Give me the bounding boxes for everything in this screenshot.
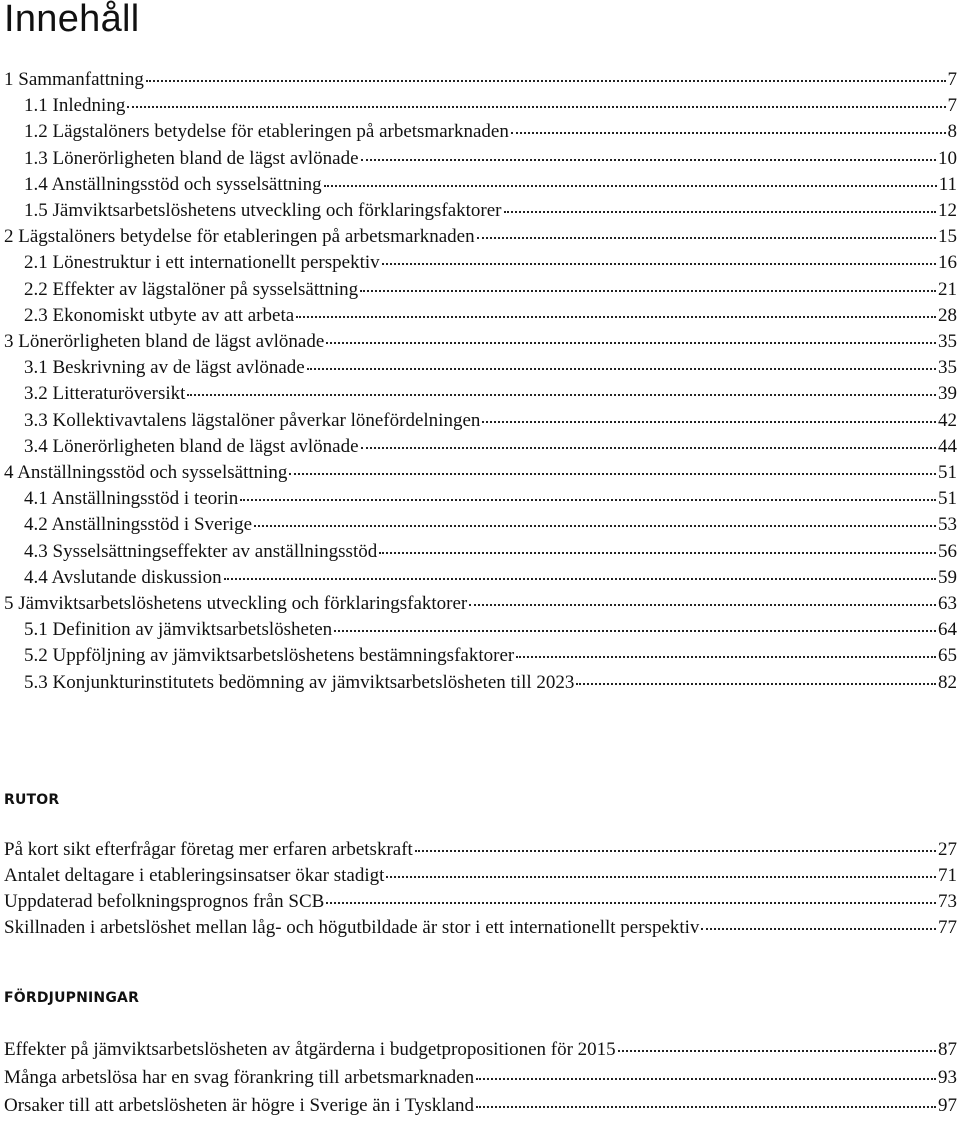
toc-entry-label: 5.2 Uppföljning av jämviktsarbetslöshetens bestämningsfaktorer (24, 645, 515, 667)
toc-entry-page-number: 82 (938, 671, 957, 693)
dot-leader (701, 927, 936, 930)
dot-leader (576, 682, 936, 685)
dot-leader (386, 875, 936, 878)
rutor-entry[interactable] (4, 890, 957, 914)
toc-entry-page-number: 65 (938, 645, 957, 667)
toc-chapter-entry[interactable] (4, 330, 957, 354)
dot-leader (415, 849, 936, 852)
toc-entry-label: 5.3 Konjunkturinstitutets bedömning av jämviktsarbetslösheten till 2023 (24, 671, 575, 693)
toc-entry-page-number: 39 (938, 383, 957, 405)
toc-entry-page-number: 73 (938, 891, 957, 912)
toc-section-entry[interactable] (24, 618, 957, 642)
dot-leader (146, 79, 946, 82)
toc-section-entry[interactable] (24, 120, 957, 144)
toc-entry-label: Skillnaden i arbetslöshet mellan låg- och högutbildade är stor i ett internationellt perspektiv (4, 917, 700, 938)
dot-leader (476, 1077, 936, 1080)
toc-entry-page-number: 97 (938, 1095, 957, 1116)
dot-leader (224, 577, 936, 580)
toc-entry-label: Effekter på jämviktsarbetslösheten av åtgärderna i budgetpropositionen för 2015 (4, 1039, 616, 1060)
toc-section-entry[interactable] (24, 382, 957, 406)
toc-entry-label: 4.4 Avslutande diskussion (24, 566, 222, 588)
toc-entry-label: Orsaker till att arbetslösheten är högre i Sverige än i Tyskland (4, 1095, 475, 1116)
dot-leader (476, 1105, 936, 1108)
toc-entry-label: 4.2 Anställningsstöd i Sverige (24, 514, 252, 536)
toc-entry-label: 1 Sammanfattning (4, 69, 144, 90)
dot-leader (516, 655, 936, 658)
toc-entry-label: 4 Anställningsstöd och sysselsättning (4, 462, 288, 483)
dot-leader (127, 105, 945, 108)
toc-entry-label: 3.1 Beskrivning av de lägst avlönade (24, 357, 305, 379)
toc-section-entry[interactable] (24, 487, 957, 511)
toc-entry-page-number: 35 (938, 331, 957, 352)
toc-entry-label: 1.3 Lönerörligheten bland de lägst avlönade (24, 147, 359, 169)
toc-section-entry[interactable] (24, 671, 957, 695)
fordjupningar-entry[interactable] (4, 1094, 957, 1118)
toc-entry-page-number: 51 (938, 488, 957, 510)
toc-section-entry[interactable] (24, 173, 957, 197)
toc-entry-page-number: 87 (938, 1039, 957, 1060)
toc-entry-label: På kort sikt efterfrågar företag mer erfaren arbetskraft (4, 839, 413, 860)
toc-entry-label: 1.1 Inledning (24, 95, 126, 117)
toc-entry-label: 3.3 Kollektivavtalens lägstalöner påverkar lönefördelningen (24, 409, 481, 431)
toc-entry-page-number: 28 (938, 304, 957, 326)
fordjupningar-heading: FÖRDJUPNINGAR (4, 990, 140, 1006)
toc-entry-label: 3 Lönerörligheten bland de lägst avlönade (4, 331, 325, 352)
dot-leader (360, 289, 936, 292)
toc-entry-label: 2 Lägstalöners betydelse för etableringen på arbetsmarknaden (4, 226, 475, 248)
dot-leader (187, 393, 936, 396)
toc-entry-page-number: 44 (938, 435, 957, 457)
toc-entry-page-number: 11 (938, 173, 957, 195)
dot-leader (469, 603, 936, 606)
dot-leader (326, 901, 936, 904)
toc-entry-page-number: 71 (938, 865, 957, 886)
toc-chapter-entry[interactable] (4, 225, 957, 249)
toc-section-entry[interactable] (24, 435, 957, 459)
toc-section-entry[interactable] (24, 566, 957, 590)
toc-entry-label: 4.3 Sysselsättningseffekter av anställningsstöd (24, 540, 378, 562)
toc-entry-label: 2.2 Effekter av lägstalöner på sysselsättning (24, 278, 359, 300)
toc-section-entry[interactable] (24, 409, 957, 433)
toc-entry-page-number: 53 (938, 514, 957, 536)
toc-entry-page-number: 15 (938, 226, 957, 248)
rutor-entry[interactable] (4, 916, 957, 940)
page-title: Innehåll (4, 0, 140, 40)
toc-entry-page-number: 35 (938, 357, 957, 379)
toc-chapter-entry[interactable] (4, 461, 957, 485)
dot-leader (379, 551, 936, 554)
dot-leader (382, 262, 936, 265)
toc-entry-page-number: 10 (938, 147, 957, 169)
fordjupningar-entry[interactable] (4, 1038, 957, 1062)
toc-entry-page-number: 77 (938, 917, 957, 938)
toc-entry-page-number: 56 (938, 540, 957, 562)
toc-entry-page-number: 51 (938, 462, 957, 483)
toc-entry-label: 2.3 Ekonomiskt utbyte av att arbeta (24, 304, 295, 326)
toc-entry-page-number: 64 (938, 619, 957, 641)
toc-section-entry[interactable] (24, 304, 957, 328)
toc-entry-label: 2.1 Lönestruktur i ett internationellt perspektiv (24, 252, 380, 274)
dot-leader (326, 341, 936, 344)
toc-entry-label: Många arbetslösa har en svag förankring till arbetsmarknaden (4, 1067, 475, 1088)
toc-section-entry[interactable] (24, 251, 957, 275)
toc-entry-page-number: 16 (938, 252, 957, 274)
fordjupningar-entry[interactable] (4, 1066, 957, 1090)
toc-entry-page-number: 12 (938, 200, 957, 221)
toc-entry-page-number: 59 (938, 566, 957, 588)
dot-leader (361, 158, 936, 161)
toc-entry-page-number: 63 (938, 593, 957, 614)
toc-entry-label: 3.4 Lönerörligheten bland de lägst avlönade (24, 435, 359, 457)
toc-entry-label: Uppdaterad befolkningsprognos från SCB (4, 891, 325, 912)
toc-section-entry[interactable] (24, 356, 957, 380)
toc-entry-page-number: 8 (947, 121, 957, 143)
toc-entry-label: 5 Jämviktsarbetslöshetens utveckling och förklaringsfaktorer (4, 593, 468, 614)
dot-leader (324, 184, 937, 187)
dot-leader (511, 131, 946, 134)
toc-section-entry[interactable] (24, 278, 957, 302)
dot-leader (482, 420, 936, 423)
toc-section-entry[interactable] (24, 94, 957, 118)
dot-leader (307, 367, 936, 370)
toc-section-entry[interactable] (24, 540, 957, 564)
toc-entry-page-number: 27 (938, 839, 957, 860)
dot-leader (477, 236, 936, 239)
toc-chapter-entry[interactable] (4, 68, 957, 92)
rutor-entry[interactable] (4, 864, 957, 888)
dot-leader (334, 629, 936, 632)
dot-leader (361, 446, 936, 449)
toc-entry-label: Antalet deltagare i etableringsinsatser ökar stadigt (4, 865, 385, 886)
toc-entry-label: 1.5 Jämviktsarbetslöshetens utveckling och förklaringsfaktorer (24, 200, 502, 221)
dot-leader (618, 1049, 936, 1052)
rutor-heading: RUTOR (4, 792, 60, 808)
dot-leader (240, 498, 936, 501)
dot-leader (289, 472, 936, 475)
rutor-entry[interactable] (4, 838, 957, 862)
toc-entry-page-number: 93 (938, 1067, 957, 1088)
dot-leader (504, 210, 936, 213)
toc-entry-label: 1.2 Lägstalöners betydelse för etableringen på arbetsmarknaden (24, 121, 509, 143)
dot-leader (296, 315, 936, 318)
dot-leader (254, 524, 936, 527)
toc-entry-label: 5.1 Definition av jämviktsarbetslösheten (24, 619, 333, 641)
toc-section-entry[interactable] (24, 147, 957, 171)
toc-entry-page-number: 7 (947, 69, 957, 90)
toc-entry-label: 4.1 Anställningsstöd i teorin (24, 488, 239, 510)
toc-entry-page-number: 42 (938, 409, 957, 431)
toc-section-entry[interactable] (24, 644, 957, 668)
toc-chapter-entry[interactable] (4, 592, 957, 616)
toc-entry-page-number: 21 (938, 278, 957, 300)
toc-entry-label: 1.4 Anställningsstöd och sysselsättning (24, 173, 322, 195)
toc-entry-label: 3.2 Litteraturöversikt (24, 383, 186, 405)
toc-section-entry[interactable] (24, 199, 957, 223)
toc-section-entry[interactable] (24, 513, 957, 537)
toc-entry-page-number: 7 (947, 95, 957, 117)
